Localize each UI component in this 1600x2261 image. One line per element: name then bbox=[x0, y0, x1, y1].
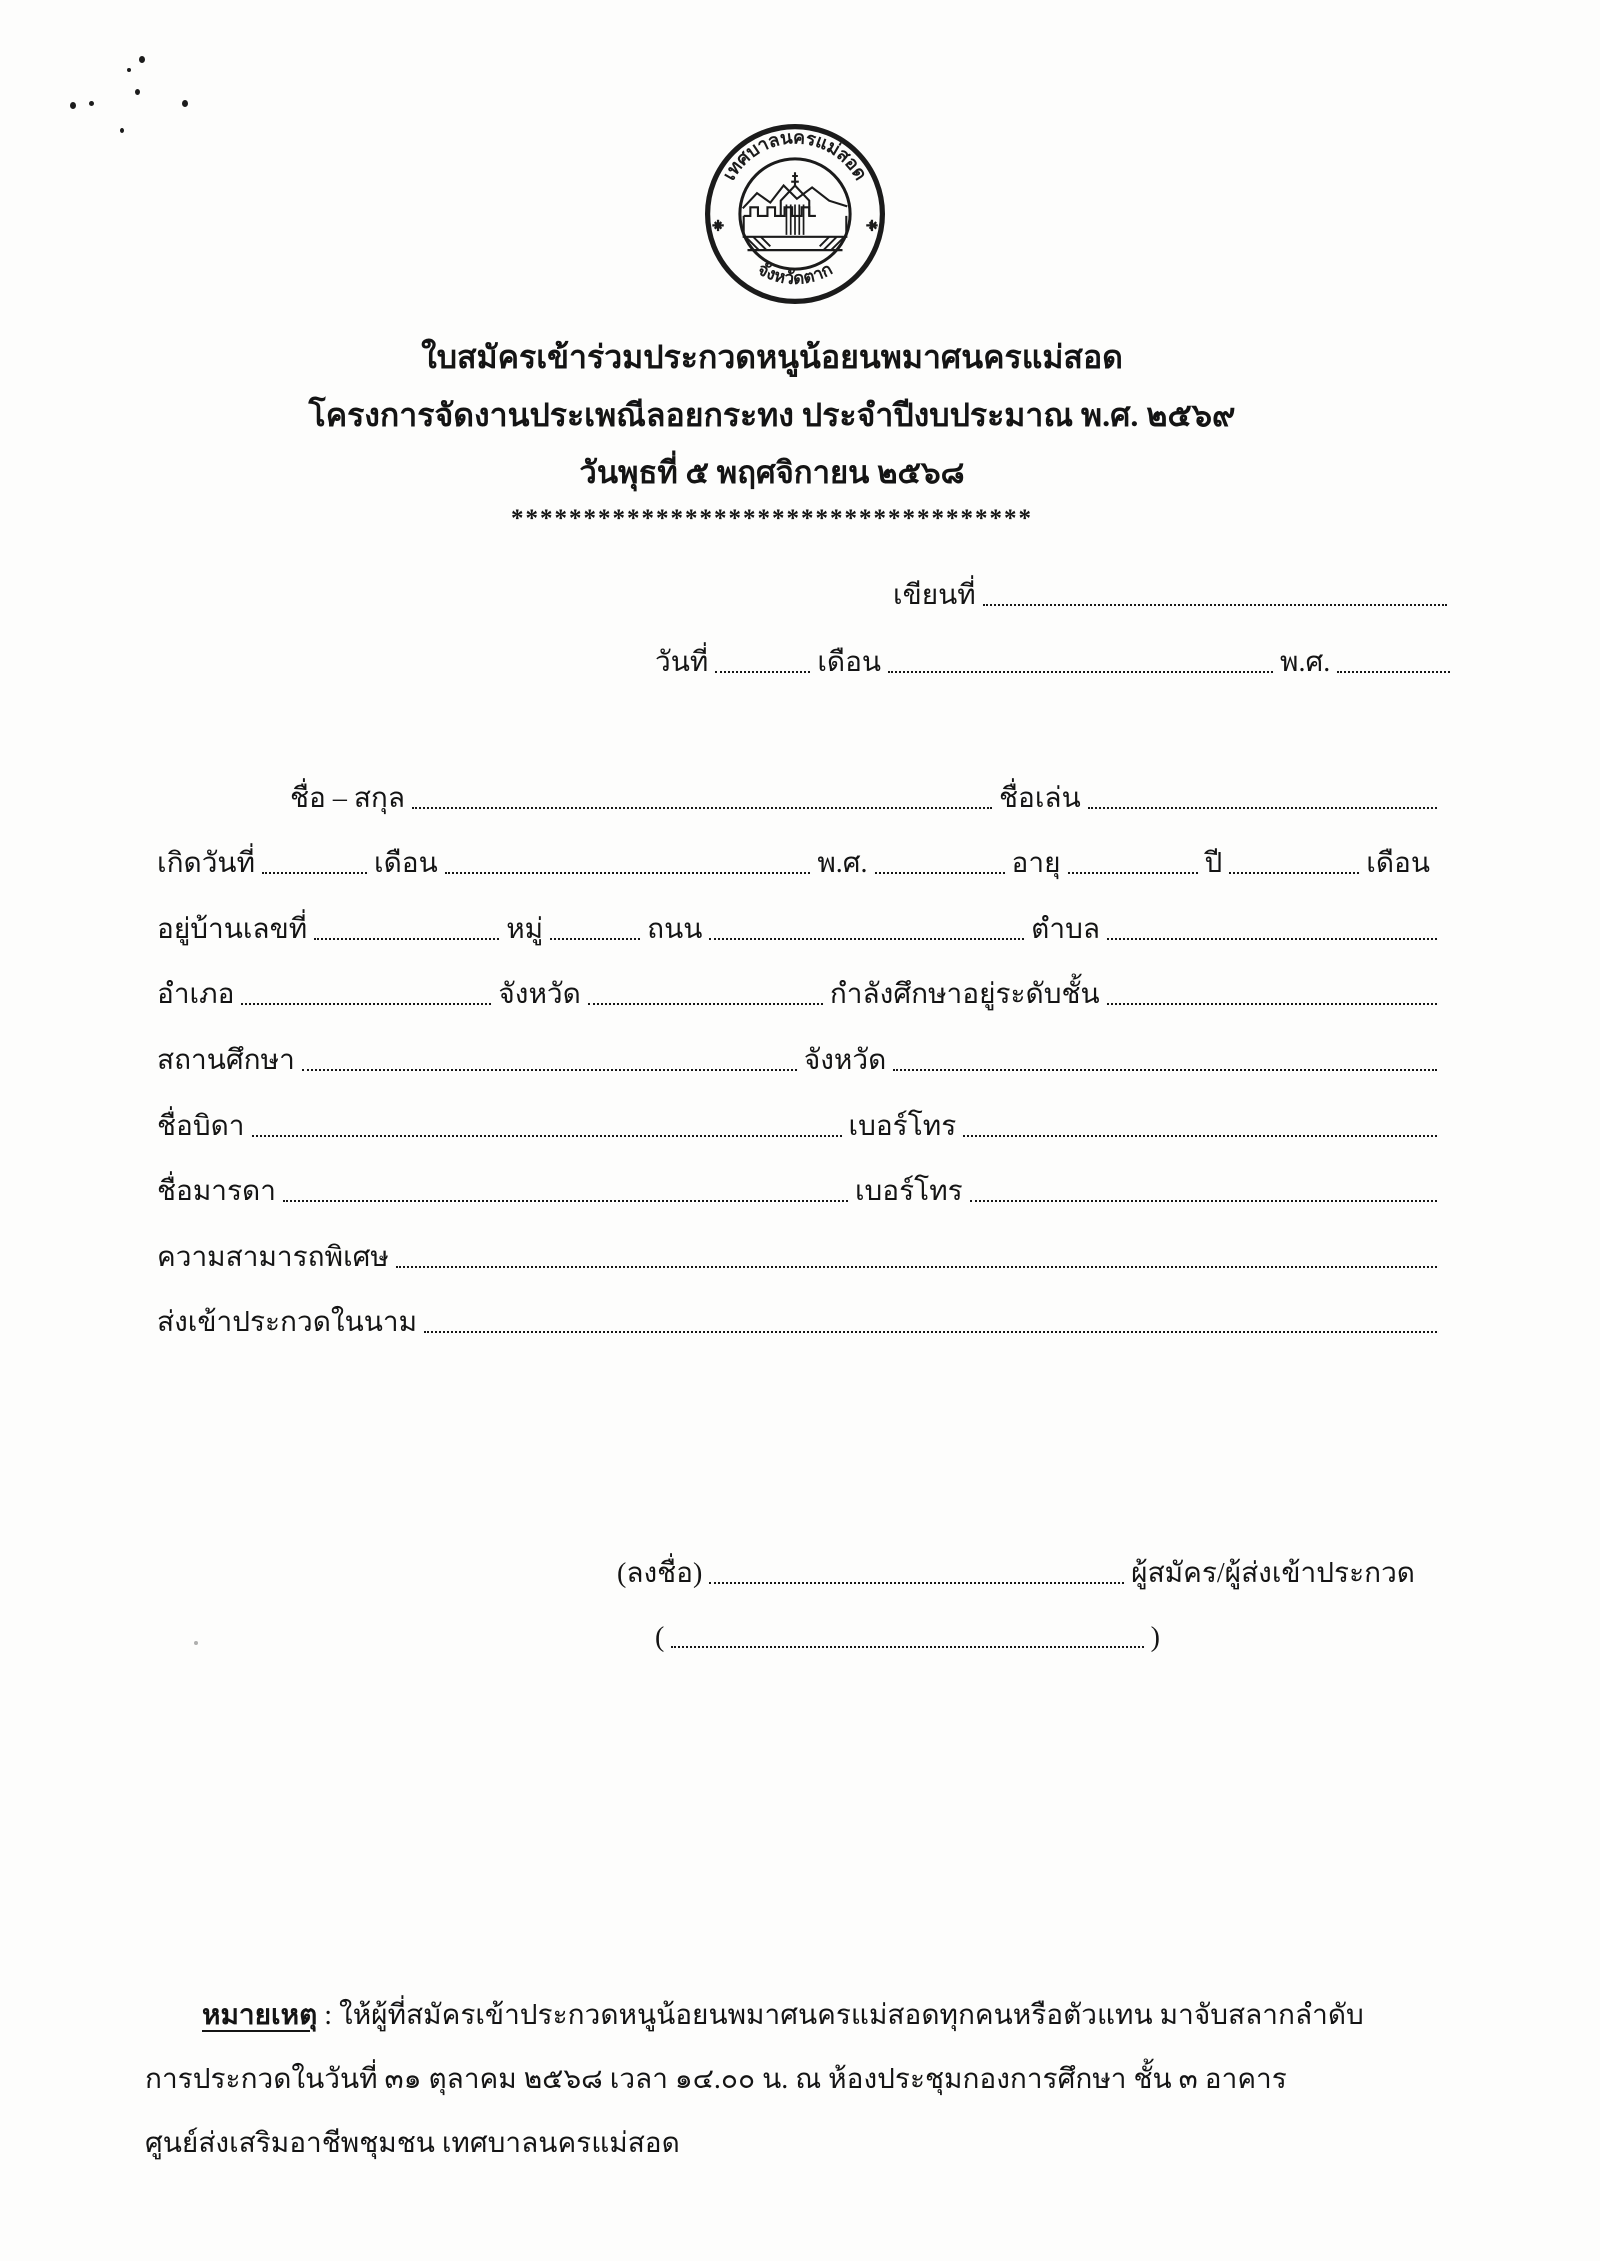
note-line-1 bbox=[145, 1984, 1445, 2048]
scan-speck bbox=[182, 100, 188, 107]
note-label: หมายเหตุ bbox=[202, 2000, 318, 2031]
field-label: เขียนที่ bbox=[893, 580, 976, 611]
field-label: ( bbox=[655, 1622, 665, 1653]
dotted-blank bbox=[412, 807, 992, 809]
field-label: หมู่ bbox=[506, 913, 544, 945]
note-line-3: ศูนย์ส่งเสริมอาชีพชุมชน เทศบาลนครแม่สอด bbox=[145, 2128, 680, 2159]
form-line-name bbox=[150, 750, 1437, 816]
form-subtitle-date: วันพุธที่ ๕ พฤศจิกายน ๒๕๖๘ bbox=[579, 455, 965, 490]
dotted-blank bbox=[893, 1069, 1437, 1071]
field-label: เกิดวันที่ bbox=[157, 848, 256, 880]
asterisk-divider: ************************************ bbox=[511, 505, 1033, 532]
dotted-blank bbox=[1068, 872, 1198, 874]
field-label: จังหวัด bbox=[498, 979, 581, 1011]
field-label: เบอร์โทร bbox=[854, 1176, 963, 1208]
form-line-mother bbox=[150, 1144, 1437, 1210]
seal-bottom-text: จังหวัดตาก bbox=[754, 259, 836, 289]
field-label: อายุ bbox=[1011, 848, 1061, 880]
seal-top-text: เทศบาลนครแม่สอด bbox=[718, 127, 872, 184]
field-label: สถานศึกษา bbox=[157, 1044, 295, 1076]
dotted-blank bbox=[875, 872, 1005, 874]
dotted-blank bbox=[715, 671, 810, 673]
dotted-blank bbox=[970, 1200, 1437, 1202]
note-line-1-text: : ให้ผู้ที่สมัครเข้าประกวดหนูน้อยนพมาศนครแม่สอดทุกคนหรือตัวแทน มาจับสลากลำดับ bbox=[317, 2000, 1364, 2031]
field-label: วันที่ bbox=[655, 647, 709, 678]
field-label: ส่งเข้าประกวดในนาม bbox=[157, 1307, 418, 1339]
scan-speck bbox=[194, 1641, 198, 1645]
seal-cross-right-icon bbox=[866, 220, 877, 231]
dotted-blank bbox=[396, 1266, 1437, 1268]
field-label: ตำบล bbox=[1031, 913, 1100, 945]
form-subtitle-project: โครงการจัดงานประเพณีลอยกระทง ประจำปีงบประมาณ พ.ศ. ๒๕๖๙ bbox=[308, 397, 1236, 433]
form-line-father bbox=[150, 1078, 1437, 1144]
dotted-blank bbox=[1107, 938, 1437, 940]
dotted-blank bbox=[283, 1200, 848, 1202]
dotted-blank bbox=[983, 604, 1447, 606]
date-line bbox=[655, 645, 1450, 680]
field-label: ชื่อเล่น bbox=[999, 782, 1081, 814]
field-label: ชื่อ – สกุล bbox=[290, 782, 406, 814]
field-label: ชื่อบิดา bbox=[157, 1110, 245, 1142]
field-label: ปี bbox=[1204, 848, 1223, 880]
note-line-2: การประกวดในวันที่ ๓๑ ตุลาคม ๒๕๖๘ เวลา ๑๔.๐๐ น. ณ ห้องประชุมกองการศึกษา ชั้น ๓ อาคาร bbox=[145, 2064, 1287, 2095]
scan-speck bbox=[139, 56, 145, 63]
dotted-blank bbox=[709, 1582, 1124, 1584]
dotted-blank bbox=[1107, 1003, 1437, 1005]
dotted-blank bbox=[550, 938, 640, 940]
field-label: เดือน bbox=[817, 647, 882, 678]
dotted-blank bbox=[963, 1135, 1437, 1137]
dotted-blank bbox=[1088, 807, 1437, 809]
form-line-entered-by bbox=[150, 1275, 1437, 1341]
dotted-blank bbox=[888, 671, 1273, 673]
field-label: ) bbox=[1150, 1622, 1160, 1653]
field-label: ความสามารถพิเศษ bbox=[157, 1241, 389, 1273]
written-at-line bbox=[893, 578, 1447, 613]
field-label: เดือน bbox=[1366, 848, 1430, 880]
field-label: ผู้สมัคร/ผู้ส่งเข้าประกวด bbox=[1131, 1558, 1415, 1589]
dotted-blank bbox=[302, 1069, 797, 1071]
form-line-talent bbox=[150, 1209, 1437, 1275]
dotted-blank bbox=[671, 1646, 1143, 1648]
form-body bbox=[150, 750, 1437, 1340]
seal-gate-emblem bbox=[743, 172, 848, 250]
dotted-blank bbox=[1337, 671, 1450, 673]
field-label: เดือน bbox=[374, 848, 438, 880]
field-label: เบอร์โทร bbox=[848, 1110, 957, 1142]
signature-line bbox=[617, 1556, 1415, 1591]
dotted-blank bbox=[445, 872, 811, 874]
form-line-address bbox=[150, 881, 1437, 947]
dotted-blank bbox=[1229, 872, 1359, 874]
form-line-school bbox=[150, 1012, 1437, 1078]
signature-name-line bbox=[655, 1620, 1160, 1655]
dotted-blank bbox=[262, 872, 367, 874]
scan-speck bbox=[89, 101, 94, 106]
field-label: กำลังศึกษาอยู่ระดับชั้น bbox=[829, 979, 1100, 1011]
form-line-birthdate bbox=[150, 816, 1437, 882]
field-label: อำเภอ bbox=[157, 979, 235, 1011]
scan-speck bbox=[127, 68, 131, 72]
dotted-blank bbox=[241, 1003, 491, 1005]
field-label: พ.ศ. bbox=[817, 848, 868, 880]
scan-speck bbox=[135, 89, 140, 95]
municipal-seal bbox=[700, 116, 890, 312]
dotted-blank bbox=[252, 1135, 842, 1137]
dotted-blank bbox=[314, 938, 499, 940]
footer-note bbox=[145, 1984, 1445, 2176]
seal-cross-left-icon bbox=[712, 220, 723, 231]
dotted-blank bbox=[424, 1331, 1437, 1333]
dotted-blank bbox=[709, 938, 1024, 940]
field-label: (ลงชื่อ) bbox=[617, 1558, 703, 1589]
field-label: ชื่อมารดา bbox=[157, 1176, 276, 1208]
form-title: ใบสมัครเข้าร่วมประกวดหนูน้อยนพมาศนครแม่สอด bbox=[421, 339, 1123, 375]
form-line-district bbox=[150, 947, 1437, 1013]
field-label: อยู่บ้านเลขที่ bbox=[157, 913, 308, 945]
field-label: จังหวัด bbox=[803, 1044, 887, 1076]
field-label: พ.ศ. bbox=[1280, 647, 1331, 678]
field-label: ถนน bbox=[647, 913, 703, 945]
scan-speck bbox=[120, 128, 124, 133]
dotted-blank bbox=[588, 1003, 823, 1005]
scan-speck bbox=[70, 102, 76, 109]
